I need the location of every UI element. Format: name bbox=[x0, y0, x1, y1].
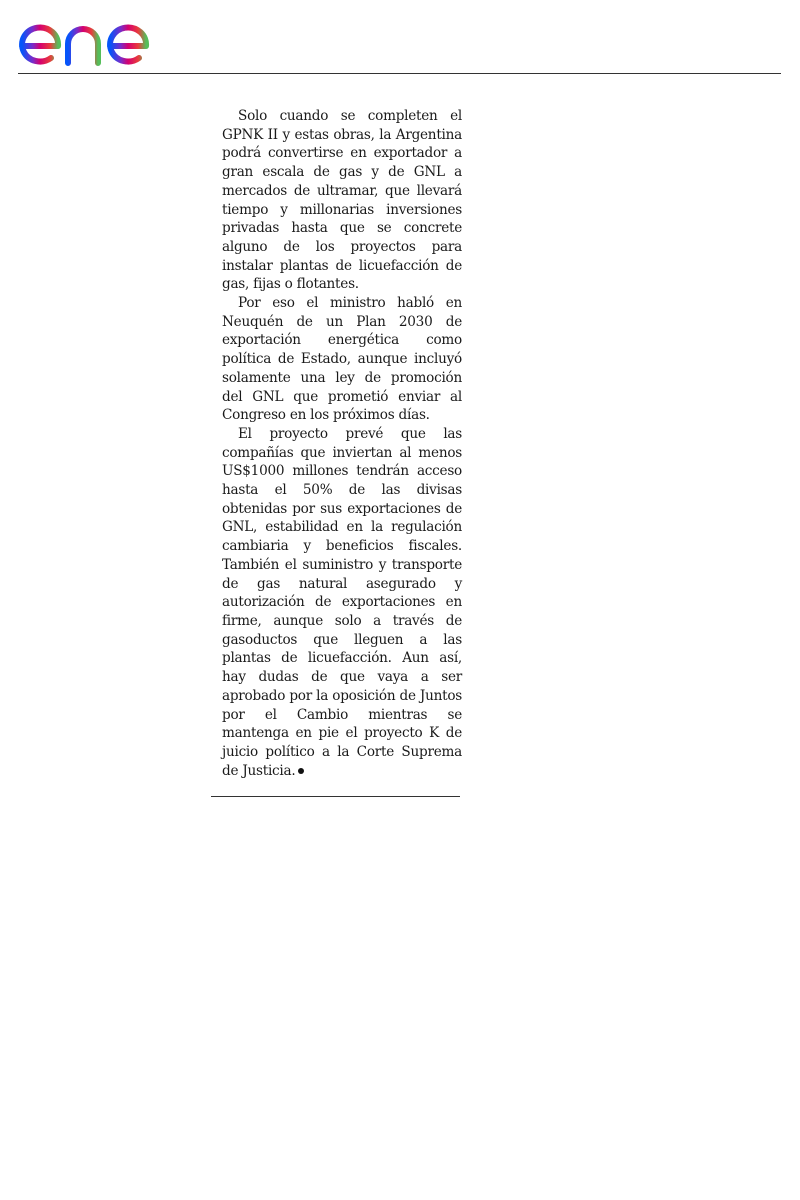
enel-logo bbox=[18, 6, 180, 66]
end-of-article-bullet-icon bbox=[298, 768, 304, 774]
article-body bbox=[222, 107, 462, 780]
header-divider bbox=[18, 73, 781, 74]
article-paragraph: Solo cuando se completen el GPNK II y estas obras, la Argentina podrá convertirse en exportador a gran escala de gas y de GNL a mercados de ultramar, que llevará tiempo y millonarias inversiones privadas hasta que se concrete alguno de los proyectos para instalar plantas de licuefacción de gas, fijas o flotantes. bbox=[222, 108, 462, 293]
article-paragraph bbox=[222, 425, 462, 780]
column-end-divider bbox=[211, 796, 460, 797]
article-paragraph: Por eso el ministro habló en Neuquén de un Plan 2030 de exportación energética como política de Estado, aunque incluyó solamente una ley de promoción del GNL que prometió enviar al Congreso en los próximos días. bbox=[222, 295, 462, 424]
article-paragraph-text: El proyecto prevé que las compañías que inviertan al menos US$1000 millones tendrán acceso hasta el 50% de las divisas obtenidas por sus exportaciones de GNL, estabilidad en la regulación cambiaria y beneficios fiscales. También el suministro y transporte de gas natural asegurado y autorización de exportaciones en firme, aunque solo a través de gasoductos que lleguen a las plantas de licuefacción. Aun así, hay dudas de que vaya a ser aprobado por la oposición de Juntos por el Cambio mientras se mantenga en pie el proyecto K de juicio político a la Corte Suprema de Justicia. bbox=[222, 425, 462, 779]
